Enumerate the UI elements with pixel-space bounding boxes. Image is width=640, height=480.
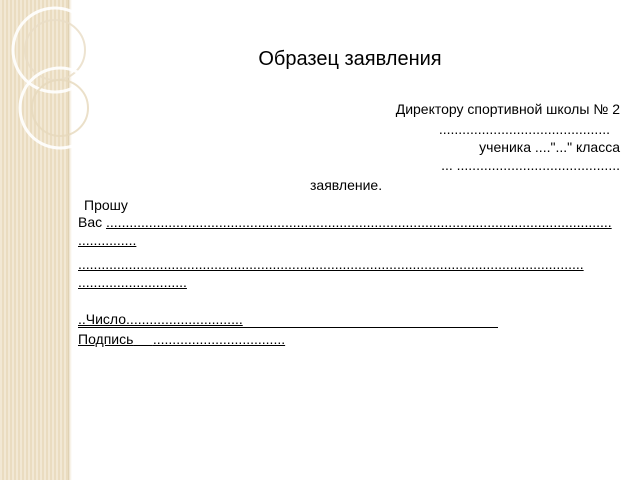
decorative-circles [0, 0, 110, 170]
student-name-blank: ... .......................................... [441, 157, 620, 173]
date-label: ..Число.............................. [78, 311, 243, 327]
page-title: Образец заявления [258, 48, 442, 70]
vas-label: Вас [78, 214, 103, 230]
blank-line-1-cont: ............... [78, 232, 137, 248]
date-line [78, 311, 498, 328]
blank-line-1: .................................................................................................................................. [106, 214, 612, 230]
name-blank: ............................................ [438, 121, 610, 137]
addressee-line: Директору спортивной школы № 2 [395, 101, 620, 117]
blank-line-2-cont: ............................ [78, 274, 187, 290]
signature-blank: .................................. [152, 331, 286, 347]
signature-line [78, 331, 285, 347]
student-line: ученика ...."..." класса [479, 139, 620, 155]
document-type: заявление. [310, 177, 383, 193]
request-word: Прошу [84, 197, 128, 213]
blank-line-2: .................................................................................................................................. [78, 256, 584, 272]
signature-label: Подпись [78, 331, 134, 347]
request-line-1 [78, 214, 618, 230]
